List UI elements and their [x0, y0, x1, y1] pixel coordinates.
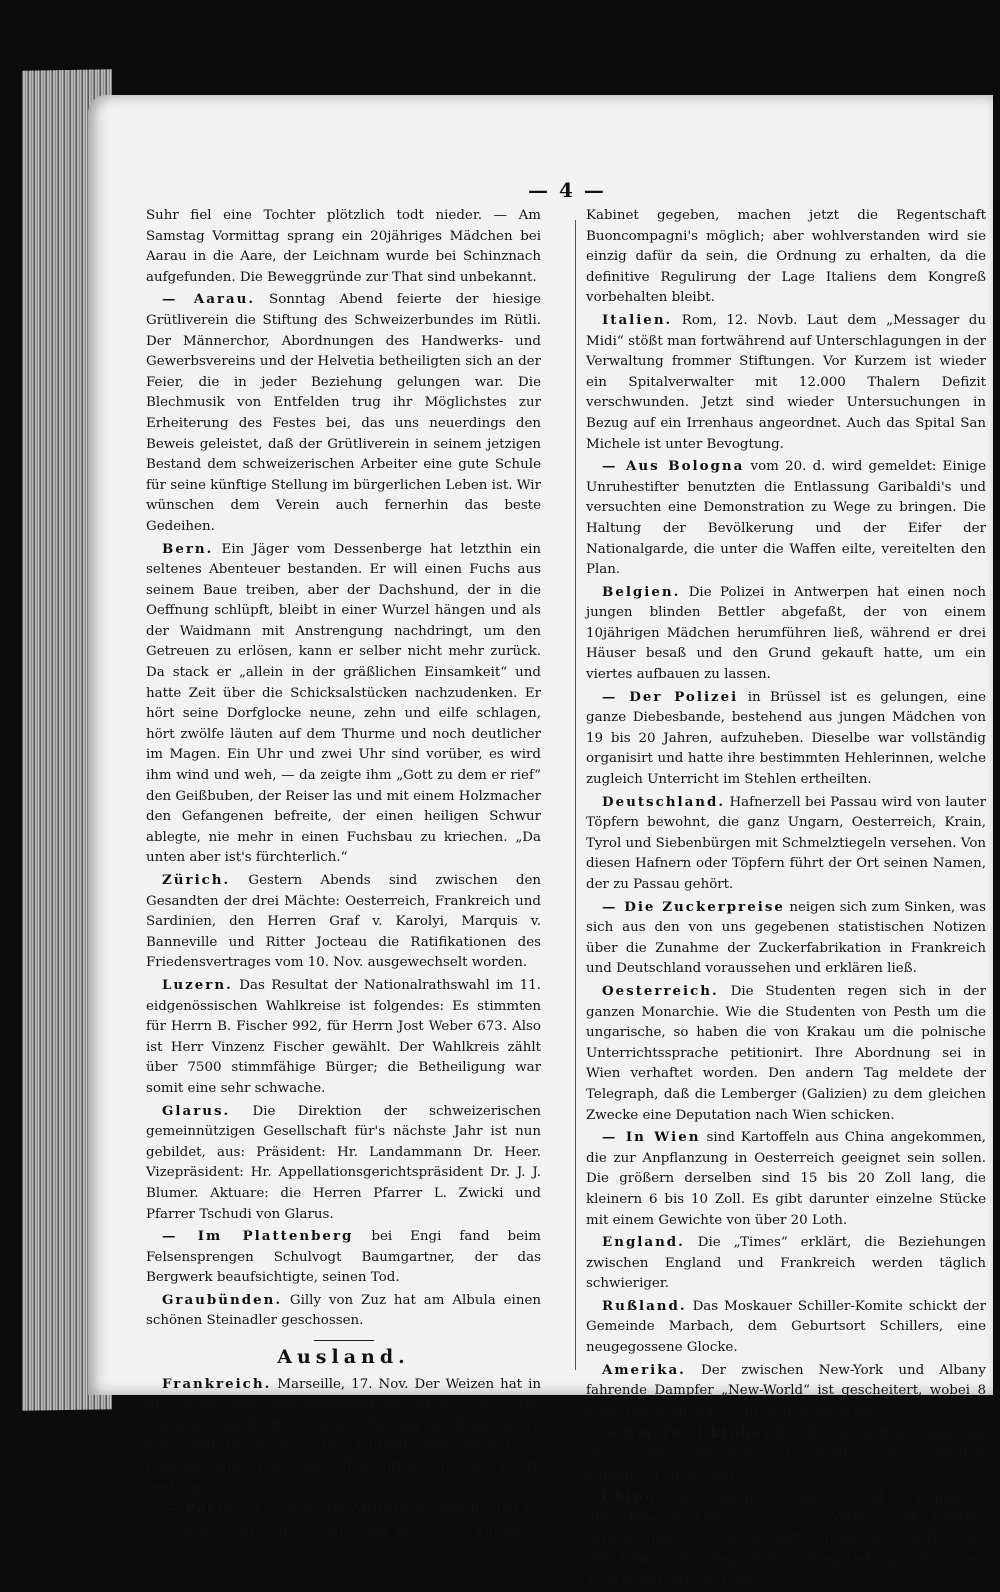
article-heading: — Am 26. Oktober	[602, 1425, 772, 1442]
article-paragraph	[586, 582, 986, 686]
article-paragraph	[586, 981, 986, 1126]
article-text: 21. Novbr. Ein Artikel von Grandguillot im „Constitutionell“ sagt: Erklärungen, welche das Turiner	[146, 1502, 542, 1538]
article-heading: Frankreich.	[162, 1375, 272, 1392]
article-heading: — Der Polizei	[602, 688, 739, 705]
article-paragraph	[146, 1226, 541, 1289]
article-text: Aus Schanghai, 6. Okt., kommt die Depesche, die Chinesen haben auch den Vertrag mit Amerika verletzt, indem sie sich weigerten, die Häfen von Twantow und Taiwon zu öffnen, obwohl deren Oeffnung durch den Vertrag versprochen war.	[586, 1490, 986, 1588]
article-text: Marseille, 17. Nov. Der Weizen hat in der Voraussicht ungewöhnlicher Nachfrage von Seiten Spaniens und Portugals aufgeschlagen. Auch das baare Silbergeld ist in Folge der Einkäufe von Getreide in Rußland und den Donaufürstenthümern, im Werth gestiegen.	[146, 1376, 541, 1495]
article-text: Kabinet gegeben, machen jetzt die Regentschaft Buoncompagni's möglich; aber wohlverstanden wird sie einzig dafür da sein, die Ordnung zu erhalten, da die definitive Regulirung der Lage Italiens dem Kongreß vorbehalten bleibt.	[586, 208, 986, 306]
article-paragraph	[586, 687, 986, 791]
article-heading: Oesterreich.	[602, 982, 719, 999]
section-rule	[314, 1340, 374, 1341]
article-heading: Belgien.	[602, 583, 681, 600]
article-paragraph	[146, 1290, 541, 1332]
article-heading: Deutschland.	[602, 793, 726, 810]
article-text: in Brüssel ist es gelungen, eine ganze Diebesbande, bestehend aus jungen Mädchen von 19 bis 20 Jahren, aufzuheben. Dieselbe war vollständig organisirt und hatte ihre bestimmten Hehlerinnen, welche zugleich Unterricht im Stehlen ertheilten.	[586, 689, 986, 788]
article-text: Die Polizei in Antwerpen hat einen noch jungen blinden Bettler abgefaßt, der von einem 10jährigen Mädchen herumführen ließ, während er drei Häuser besaß und den Grund gekauft hatte, um ein viertes aufbauen zu lassen.	[586, 584, 986, 683]
article-text: Die Direktion der schweizerischen gemeinnützigen Gesellschaft für's nächste Jahr ist nun gebildet, aus: Präsident: Hr. Landammann Dr. Heer. Vizepräsident: Hr. Appellationsgerichtspräsident Dr. J. J. Blumer. Aktuare: die Herren Pfarrer L. Zwicki und Pfarrer Tschudi von Glarus.	[146, 1103, 541, 1222]
article-heading: — In Wien	[602, 1129, 701, 1146]
article-text: Das Moskauer Schiller-Komite schickt der Gemeinde Marbach, dem Geburtsort Schillers, eine neugegossene Glocke.	[586, 1298, 986, 1356]
page-number: — 4 —	[528, 178, 606, 202]
article-paragraph	[586, 1423, 986, 1486]
article-text: sind Kartoffeln aus China angekommen, die zur Anpflanzung in Oesterreich geeignet sein sollen. Die größern derselben sind 15 bis 20 Zoll lang, die kleinern 6 bis 10 Zoll. Es gibt darunter einzelne Stücke mit einem Gewichte von über 20 Loth.	[586, 1130, 986, 1228]
article-text: Der zwischen New-York und Albany fahrende Dampfer „New-World“ ist gescheitert, wobei 8 oder 9 Menschen zu Grunde gegangen sind.	[586, 1362, 986, 1419]
right-column	[586, 206, 986, 1592]
article-heading: — Die Zuckerpreise	[602, 898, 785, 915]
article-text: Gestern Abends sind zwischen den Gesandten der drei Mächte: Oesterreich, Frankreich und Sardinien, den Herren Graf v. Karolyi, Marquis v. Banneville und Ritter Jocteau die Ratifikationen des Friedensvertrages vom 10. Nov. ausgewechselt worden.	[146, 873, 541, 971]
article-text: Sonntag Abend feierte der hiesige Grütliverein die Stiftung des Schweizerbundes im Rütli. Der Männerchor, Abordnungen des Handwerks- und Gewerbsvereins und der Helvetia betheiligten sich an der Feier, die in jeder Beziehung gelungen war. Die Blechmusik von Entfelden trug ihr Möglichstes zur Erheiterung des Festes bei, das uns neuerdings den Beweis geleistet, daß der Grütliverein in seinem jetzigen Bestand dem schweizerischen Arbeiter eine gute Schule für seine künftige Stellung im bürgerlichen Leben ist. Wir wünschen dem Verein auch fernerhin das beste Gedeihen.	[146, 292, 541, 534]
section-heading: Ausland.	[277, 1346, 410, 1369]
article-paragraph	[146, 1374, 541, 1499]
article-paragraph	[146, 870, 541, 974]
article-heading: Bern.	[162, 540, 214, 557]
article-paragraph	[586, 1296, 986, 1359]
article-paragraph	[146, 1101, 541, 1226]
article-text: hat die Internationalbank, und am darauffolgenden Tag die Colonialbank in Toronto ihre Zahlungen eingestellt.	[586, 1426, 986, 1483]
article-paragraph	[586, 1127, 986, 1231]
article-text: neigen sich zum Sinken, was sich aus den von uns gegebenen statistischen Notizen über die Zunahme der Zuckerfabrikation in Frankreich und Deutschland voraussehen und erklären ließ.	[586, 899, 986, 977]
article-text: Die „Times“ erklärt, die Beziehungen zwischen England und Frankreich werden täglich schwieriger.	[586, 1235, 986, 1292]
article-text: bei Engi fand beim Felsensprengen Schulvogt Baumgartner, der das Bergwerk beaufsichtigte, seinen Tod.	[146, 1229, 541, 1286]
article-heading: — Aus Bologna	[602, 458, 745, 475]
article-heading: Amerika.	[602, 1361, 686, 1378]
article-paragraph	[146, 289, 541, 537]
article-heading: Italien.	[602, 311, 673, 328]
left-column	[146, 206, 541, 1542]
article-heading: Graubünden.	[162, 1291, 283, 1308]
article-text: Rom, 12. Novb. Laut dem „Messager du Midi“ stößt man fortwährend auf Unterschlagungen in der Verwaltung frommer Stiftungen. Vor Kurzem ist wieder ein Spitalverwalter mit 12.000 Thalern Defizit verschwunden. Jetzt sind wieder Untersuchungen in Bezug auf ein Irrenhaus angeordnet. Auch das Spital San Michele ist unter Bevogtung.	[586, 312, 986, 452]
article-heading: Zürich.	[162, 872, 231, 888]
article-paragraph	[146, 539, 541, 870]
article-text: vom 20. d. wird gemeldet: Einige Unruhestifter benutzten die Entlassung Garibaldi's und versuchten eine Demonstration zu Wege zu bringen. Die Haltung der Bevölkerung und der Eifer der Nationalgarde, die unter die Waffen eilte, vereitelten den Plan.	[586, 459, 987, 578]
article-paragraph	[586, 1232, 986, 1295]
article-text: Die Studenten regen sich in der ganzen Monarchie. Wie die Studenten von Pesth um die ungarische, so haben die von Krakau um die polnische Unterrichtssprache petitionirt. Ihre Abordnung sei in Wien verhaftet worden. Den andern Tag meldete der Telegraph, daß die Lemberger (Galizien) zu dem gleichen Zwecke eine Deputation nach Wien schicken.	[586, 983, 986, 1123]
article-heading: — Im Plattenberg	[162, 1228, 354, 1245]
article-paragraph	[586, 1360, 986, 1423]
article-heading: England.	[602, 1234, 685, 1251]
article-paragraph	[146, 975, 541, 1100]
article-paragraph	[586, 1487, 986, 1591]
article-paragraph	[586, 792, 986, 896]
article-heading: — Paris,	[162, 1501, 241, 1518]
article-heading: Rußland.	[602, 1297, 687, 1314]
article-text: Gilly von Zuz hat am Albula einen schönen Steinadler geschossen.	[146, 1292, 541, 1329]
article-heading: — Aarau.	[162, 291, 255, 308]
article-paragraph	[146, 206, 541, 288]
article-paragraph	[586, 897, 986, 980]
article-text: Das Resultat der Nationalrathswahl im 11. eidgenössischen Wahlkreise ist folgendes: Es stimmten für Herrn B. Fischer 992, für Herrn Jost Weber 673. Also ist Herr Vinzenz Fischer gewählt. Der Wahlkreis zählt über 7500 stimmfähige Bürger; die Betheiligung war somit eine sehr schwache.	[146, 977, 541, 1096]
article-heading: China.	[602, 1489, 663, 1506]
article-paragraph	[586, 456, 986, 581]
article-paragraph	[586, 206, 986, 309]
article-paragraph	[586, 310, 986, 455]
column-divider	[575, 220, 576, 1370]
article-text: Suhr fiel eine Tochter plötzlich todt nieder. — Am Samstag Vormittag sprang ein 20jähriges Mädchen bei Aarau in die Aare, der Leichnam wurde bei Schinznach aufgefunden. Die Beweggründe zur That sind unbekannt.	[146, 208, 541, 285]
article-heading: Luzern.	[162, 976, 233, 993]
article-heading: Glarus.	[162, 1102, 231, 1119]
article-paragraph	[146, 1499, 541, 1541]
article-text: Ein Jäger vom Dessenberge hat letzthin ein seltenes Abenteuer bestanden. Er will einen Fuchs aus seinem Baue treiben, aber der Dachshund, der in die Oeffnung schlüpft, bleibt in einer Wurzel hängen und als der Waidmann mit Anstrengung nachdringt, um den Getreuen zu erlösen, kann er selber nicht mehr zurück. Da stack er „allein in der gräßlichen Einsamkeit“ und hatte Zeit über die Schicksalstücken nachzudenken. Er hört seine Dorfglocke neune, zehn und eilfe schlagen, hört zwölfe läuten auf dem Thurme und noch deutlicher im Magen. Ein Uhr und zwei Uhr sind vorüber, es wird ihm wind und weh, — da zeigte ihm „Gott zu dem er rief“ den Geißbuben, der Reiser las und mit einem Holzmacher den Gefangenen befreite, der einen heiligen Schwur ablegte, nie mehr in einen Fuchsbau zu kriechen. „Da unten aber ist's fürchterlich.“	[146, 541, 541, 866]
article-text: Hafnerzell bei Passau wird von lauter Töpfern bewohnt, die ganz Ungarn, Oesterreich, Krain, Tyrol und Siebenbürgen mit Schmelztiegeln versehen. Von diesen Hafnern oder Töpfern führt der Ort seinen Namen, der zu Passau gehört.	[586, 794, 986, 892]
